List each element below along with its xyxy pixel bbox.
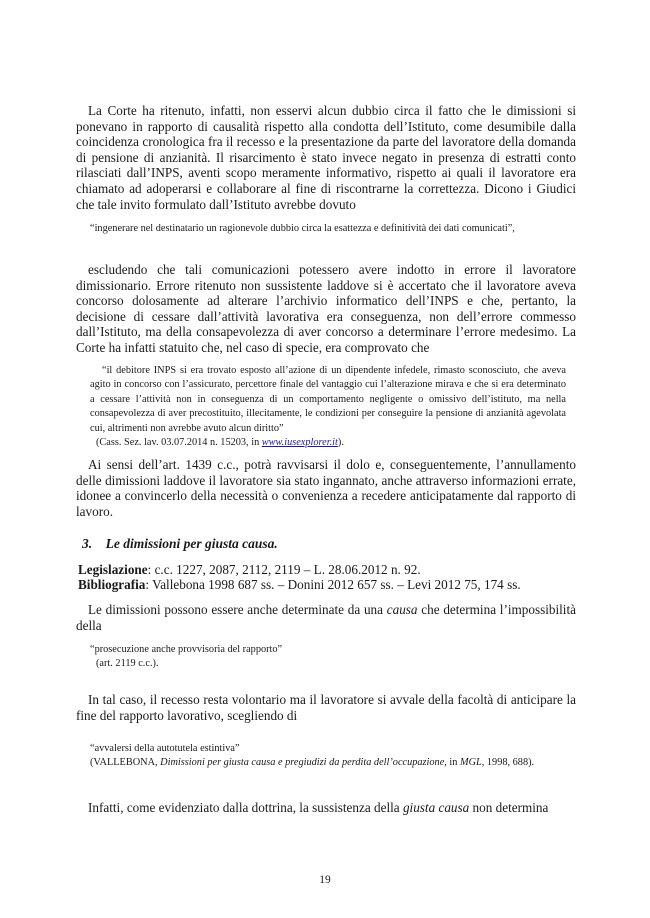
quote-4-post: , 1998, 688). xyxy=(481,757,535,769)
paragraph-4-text xyxy=(76,602,576,633)
quote-2-citation xyxy=(90,436,566,450)
iusexplorer-link[interactable]: www.iusexplorer.it xyxy=(261,437,338,449)
bibliografia-text: : Vallebona 1998 687 ss. – Donini 2012 657 ss. – Levi 2012 75, 174 ss. xyxy=(145,577,521,592)
bibliografia-line xyxy=(78,577,521,593)
legislazione-label: Legislazione xyxy=(78,562,148,577)
section-heading: 3. Le dimissioni per giusta causa. xyxy=(82,536,278,551)
quote-2-text: “il debitore INPS si era trovato esposto all’azione di un dipendente infedele, rimasto sconosciuto, che aveva agito in concorso con l’assicurato, percettore finale del vantaggio cui l’alterazione mirava e che si era determinato a cessare l’attività non in conseguenza di un comportamento negligente o omissivo dell’istituto, ma nella consapevolezza di aver precostituito, illecitamente, le condizioni per conseguire la pensione di anzianità agevolata cui, altrimenti non avrebbe avuto alcun diritto” xyxy=(90,365,566,434)
bibliografia-label: Bibliografia xyxy=(78,577,146,592)
paragraph-6 xyxy=(76,800,576,816)
quote-3-line-2: (art. 2119 c.c.). xyxy=(96,658,159,670)
paragraph-2 xyxy=(76,262,576,356)
paragraph-4-pre: Le dimissioni possono essere anche determinate da una xyxy=(88,602,387,617)
quote-4 xyxy=(90,742,570,771)
legislazione-line xyxy=(78,562,421,578)
paragraph-5 xyxy=(76,692,576,723)
paragraph-5-text: In tal caso, il recesso resta volontario ma il lavoratore si avvale della facoltà di anticipare la fine del rapporto lavorativo, scegliendo di xyxy=(76,692,576,723)
paragraph-2-text: escludendo che tali comunicazioni potessero avere indotto in errore il lavoratore dimissionario. Errore ritenuto non sussistente laddove si è accertato che il lavoratore aveva concorso dolosamente ad alterare l’archivio informatico dell’INPS e che, pertanto, la decisione di cessare dall’attività lavorativa era conseguenza, non dell’errore commesso dall’Istituto, ma della consapevolezza di aver concorso a determinare l’errore medesimo. La Corte ha infatti statuito che, nel caso di specie, era comprovato che xyxy=(76,262,576,355)
paragraph-3-text: Ai sensi dell’art. 1439 c.c., potrà ravvisarsi il dolo e, conseguentemente, l’annullamento delle dimissioni laddove il lavoratore sia stato ingannato, anche attraverso informazioni errate, idonee a convincerlo della necessità o convenienza a recedere anticipatamente dal rapporto di lavoro. xyxy=(76,457,576,519)
quote-4-line-2 xyxy=(90,756,570,770)
quote-4-pre: (VALLEBONA, xyxy=(90,757,161,769)
legislazione-text: : c.c. 1227, 2087, 2112, 2119 – L. 28.06.2012 n. 92. xyxy=(147,562,421,577)
paragraph-4 xyxy=(76,602,576,633)
paragraph-6-em: giusta causa xyxy=(402,800,470,815)
quote-1-text: “ingenerare nel destinatario un ragionevole dubbio circa la esattezza e definitività dei dati comunicati”, xyxy=(90,223,515,234)
paragraph-6-post: non determina xyxy=(469,800,549,815)
page-number: 19 xyxy=(319,874,331,886)
paragraph-1 xyxy=(76,103,576,212)
paragraph-1-text: La Corte ha ritenuto, infatti, non esservi alcun dubbio circa il fatto che le dimissioni si ponevano in rapporto di causalità rispetto alla condotta dell’Istituto, come desumibile dalla coincidenza cronologica fra il recesso e la presentazione da parte del lavoratore della domanda di pensione di anzianità. Il risarcimento è stato invece negato in presenza di estratti conto rilasciati dall’INPS, aventi scopo meramente informativo, rispetto ai quali il lavoratore era chiamato ad adoperarsi e collaborare al fine di riscontrarne la correttezza. Dicono i Giudici che tale invito formulato dall’Istituto avrebbe dovuto xyxy=(76,103,576,212)
paragraph-6-text xyxy=(76,800,576,816)
paragraph-4-post: che determina l’impossibilità della xyxy=(76,602,576,633)
quote-3-line-1: “prosecuzione anche provvisoria del rapporto” xyxy=(90,644,283,655)
paragraph-4-em: causa xyxy=(386,602,418,617)
quote-4-line-1: “avvalersi della autotutela estintiva” xyxy=(90,743,240,754)
quote-4-title: Dimissioni per giusta causa e pregiudizi da perdita dell’occupazione xyxy=(160,757,445,769)
quote-4-mid: , in xyxy=(444,757,460,769)
quote-4-journal: MGL xyxy=(460,757,482,769)
quote-2 xyxy=(90,364,566,450)
paragraph-3 xyxy=(76,457,576,519)
quote-1 xyxy=(90,222,560,236)
quote-3 xyxy=(90,643,490,672)
quote-2-citation-prefix: (Cass. Sez. lav. 03.07.2014 n. 15203, in xyxy=(96,437,262,449)
paragraph-6-pre: Infatti, come evidenziato dalla dottrina, la sussistenza della xyxy=(88,800,403,815)
quote-2-citation-suffix: ). xyxy=(337,437,344,449)
